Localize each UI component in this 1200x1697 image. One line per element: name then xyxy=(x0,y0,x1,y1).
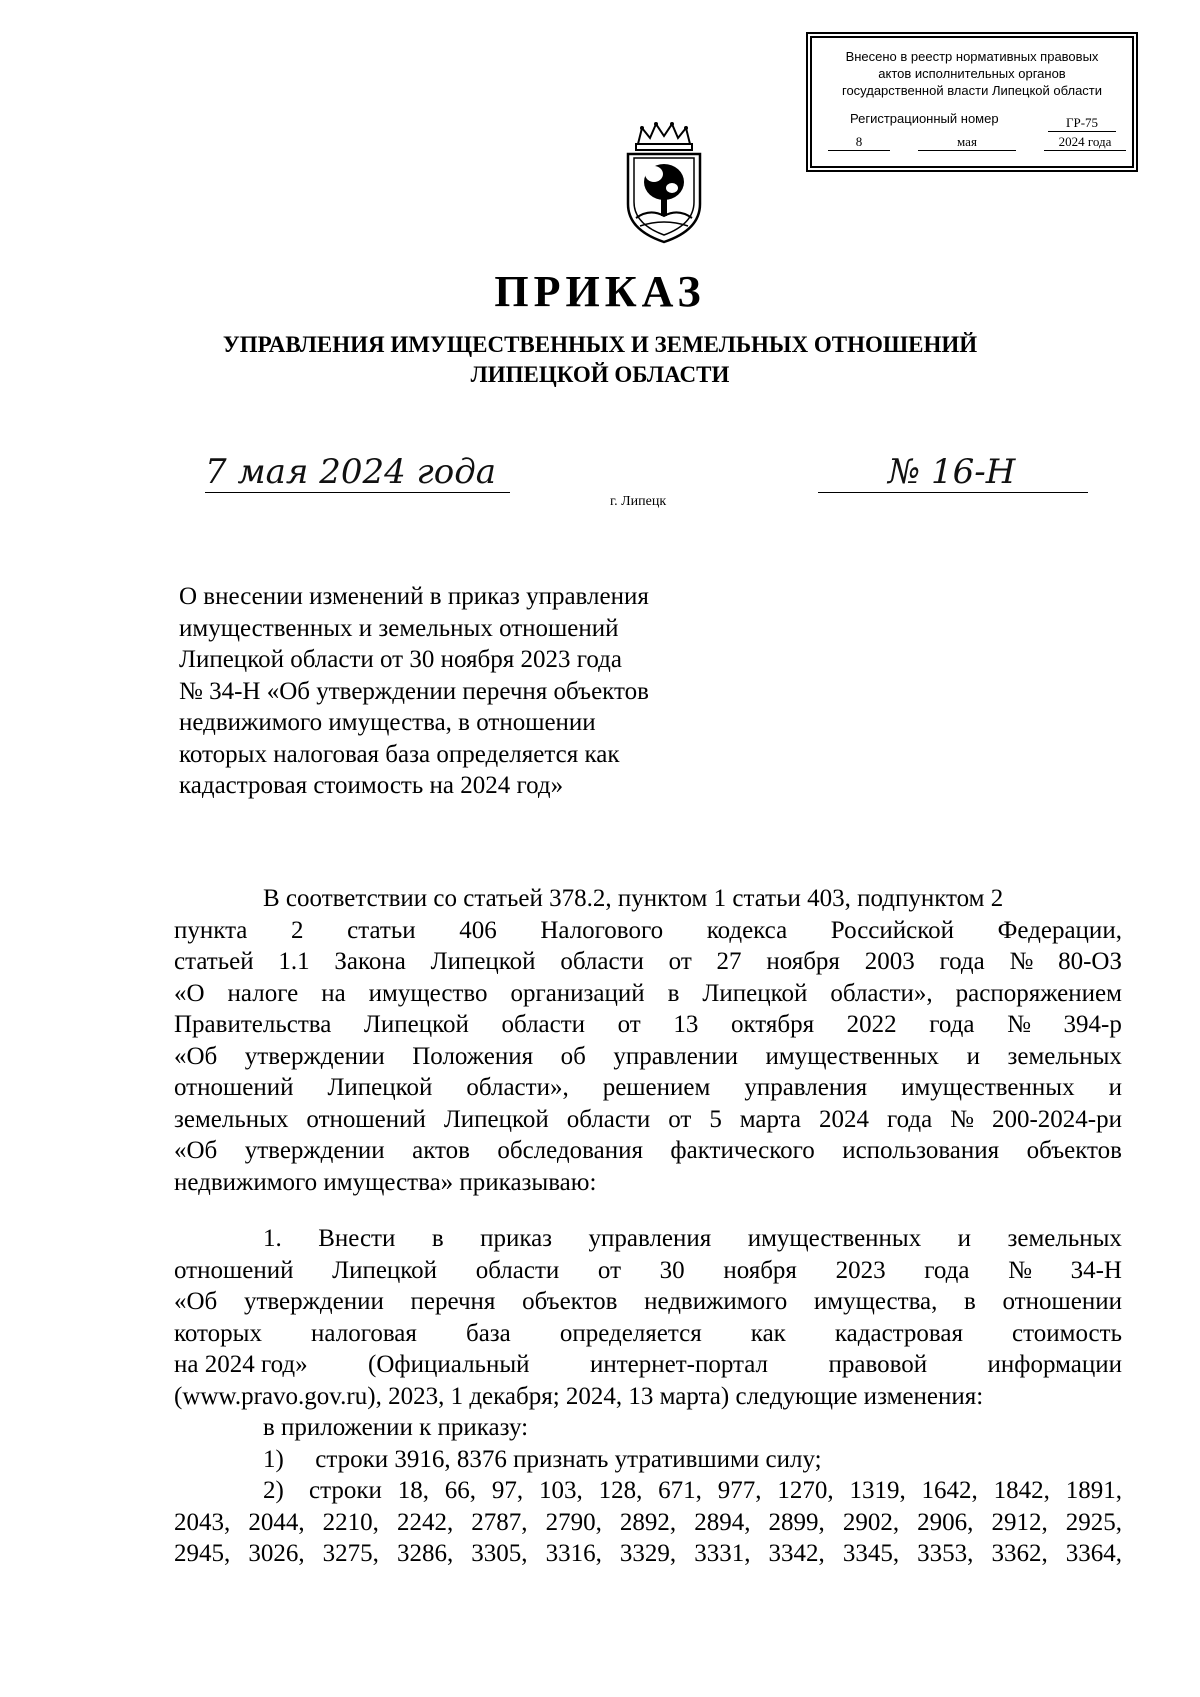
word: 3342, xyxy=(768,1540,825,1567)
word: земельных xyxy=(1007,1042,1122,1070)
word: 977, xyxy=(717,1477,762,1504)
word: 2790, xyxy=(545,1508,602,1536)
word: стоимость xyxy=(1012,1319,1122,1347)
preamble-line: В соответствии со статьей 378.2, пунктом 1 статьи 403, подпунктом 2 xyxy=(263,885,1004,912)
word: 1642, xyxy=(921,1477,978,1504)
word: 2003 xyxy=(864,948,915,975)
word: Внести xyxy=(318,1225,396,1252)
stamp-registration-row xyxy=(834,110,1124,130)
word: 97, xyxy=(491,1477,524,1504)
word: на xyxy=(321,979,346,1007)
word: от xyxy=(668,948,692,975)
handwritten-date-field xyxy=(205,452,510,493)
word: 3286, xyxy=(396,1540,454,1567)
word: отношений xyxy=(306,1105,426,1133)
word: 2242, xyxy=(396,1508,454,1536)
word: 3353, xyxy=(917,1540,974,1567)
word: Федерации, xyxy=(997,916,1122,944)
item-1-line xyxy=(174,1507,1122,1539)
heading-line: имущественных и земельных отношений xyxy=(179,614,619,642)
word: в xyxy=(964,1288,976,1315)
stamp-line-3: государственной власти Липецкой области xyxy=(841,83,1103,98)
word: 30 xyxy=(659,1256,685,1284)
word: статьей xyxy=(174,948,254,975)
word: 2210, xyxy=(322,1508,379,1536)
word: 3364, xyxy=(1065,1540,1122,1567)
word: пункта xyxy=(174,916,248,944)
word: 2892, xyxy=(619,1508,677,1536)
word: № xyxy=(1008,1256,1032,1284)
subitem-text: строки 3916, 8376 признать утратившими силу; xyxy=(315,1445,822,1473)
item-1-line xyxy=(174,1286,1122,1318)
preamble-line xyxy=(174,1072,1122,1104)
word: база xyxy=(465,1319,511,1347)
word: определяется xyxy=(559,1319,702,1347)
word: 1842, xyxy=(993,1477,1050,1504)
word: утверждении xyxy=(244,1042,385,1070)
heading-line: О внесении изменений в приказ управления xyxy=(179,583,649,610)
item-1-subitem-1 xyxy=(174,1444,1122,1476)
word: как xyxy=(750,1319,786,1347)
word: имущественных xyxy=(901,1074,1075,1101)
word: 3329, xyxy=(619,1540,677,1567)
word: 394-р xyxy=(1063,1011,1122,1038)
word: имущественных xyxy=(765,1042,940,1070)
word: 66, xyxy=(444,1477,477,1504)
stamp-registration-number: ГР-75 xyxy=(1048,114,1116,132)
word: Липецкой xyxy=(430,948,536,975)
word: № xyxy=(1007,1011,1031,1038)
word: и xyxy=(957,1225,972,1252)
word: Закона xyxy=(334,948,406,975)
document-subtitle xyxy=(0,330,1200,390)
item-1-sub-intro: в приложении к приказу: xyxy=(263,1414,529,1441)
preamble-line xyxy=(174,1041,1122,1073)
word: недвижимого xyxy=(644,1288,788,1315)
word: и xyxy=(1108,1074,1122,1101)
stamp-line-2: актов исполнительных органов xyxy=(878,66,1066,81)
word: от xyxy=(597,1256,622,1284)
preamble-line xyxy=(174,978,1122,1010)
word: кадастровая xyxy=(834,1319,963,1347)
word: об xyxy=(560,1042,586,1070)
city-label: г. Липецк xyxy=(610,494,667,509)
word: Липецкой xyxy=(363,1011,469,1038)
handwritten-number-field xyxy=(818,452,1088,493)
handwritten-number: № 16-Н xyxy=(888,452,1016,492)
word: 1.1 xyxy=(278,948,310,975)
subtitle-line-2: ЛИПЕЦКОЙ ОБЛАСТИ xyxy=(470,362,730,387)
word: 3345, xyxy=(842,1540,900,1567)
word: 200-2024-ри xyxy=(991,1105,1122,1133)
preamble-line: недвижимого имущества» приказываю: xyxy=(174,1168,597,1196)
word: от xyxy=(668,1105,692,1133)
word: «Об xyxy=(174,1137,218,1164)
word: марта xyxy=(739,1105,802,1133)
word: Липецкой xyxy=(702,979,808,1007)
word: Липецкой xyxy=(332,1256,438,1284)
word: земельных xyxy=(174,1105,289,1133)
word: 2024 xyxy=(818,1105,869,1133)
word: утверждении xyxy=(244,1137,385,1164)
subitem-number: 2) xyxy=(263,1477,284,1504)
word: Липецкой xyxy=(327,1074,433,1101)
word: утверждении xyxy=(243,1288,384,1315)
word: решением xyxy=(602,1074,711,1101)
word: строки xyxy=(309,1477,382,1504)
word: Налогового xyxy=(540,916,664,944)
document-title: ПРИКАЗ xyxy=(494,267,706,316)
word: Липецкой xyxy=(443,1105,549,1133)
word: кодекса xyxy=(706,916,788,944)
word: отношении xyxy=(1002,1288,1122,1315)
word: № xyxy=(950,1105,974,1133)
subitem-number: 1) xyxy=(263,1445,284,1473)
word: 5 xyxy=(709,1105,722,1133)
word: ноября xyxy=(723,1256,797,1284)
word: имущественных xyxy=(747,1225,922,1252)
word: 3331, xyxy=(694,1540,751,1567)
word: информации xyxy=(987,1351,1122,1378)
word: 2 xyxy=(291,916,304,944)
word: 128, xyxy=(598,1477,643,1504)
word: области xyxy=(501,1011,586,1038)
word: объектов xyxy=(522,1288,618,1315)
stamp-month: мая xyxy=(918,133,1016,151)
word: организаций xyxy=(510,979,645,1007)
stamp-registration-label: Регистрационный номер xyxy=(850,111,999,126)
word: отношений xyxy=(174,1256,294,1284)
word: октября xyxy=(730,1011,815,1038)
word: 3026, xyxy=(248,1540,305,1567)
word: фактического xyxy=(670,1137,815,1164)
stamp-date-row xyxy=(822,133,1128,155)
word: 34-Н xyxy=(1070,1256,1122,1284)
word: правовой xyxy=(828,1351,928,1378)
word: Правительства xyxy=(174,1011,332,1038)
word: 103, xyxy=(538,1477,583,1504)
word: 1270, xyxy=(777,1477,834,1504)
heading-line: которых налоговая база определяется как xyxy=(179,740,620,768)
heading-line: кадастровая стоимость на 2024 год» xyxy=(179,772,564,799)
word: 3316, xyxy=(545,1540,602,1567)
word: налоговая xyxy=(311,1319,417,1347)
word: «Об xyxy=(174,1042,218,1070)
order-heading xyxy=(179,581,739,802)
word: имущества, xyxy=(813,1288,938,1315)
word: № xyxy=(1009,948,1034,975)
word: 2912, xyxy=(991,1508,1048,1536)
item-1-line xyxy=(174,1255,1122,1287)
word: 3275, xyxy=(322,1540,379,1567)
word: 2787, xyxy=(471,1508,528,1536)
word: статьи xyxy=(347,916,416,944)
word: ноября xyxy=(766,948,840,975)
word: в xyxy=(431,1225,444,1252)
word: области xyxy=(566,1105,651,1133)
word: года xyxy=(939,948,985,975)
word: обследования xyxy=(497,1137,643,1164)
preamble-line xyxy=(174,946,1122,978)
word: от xyxy=(617,1011,641,1038)
word: 406 xyxy=(459,916,497,944)
stamp-year: 2024 года xyxy=(1044,133,1126,151)
word: 2023 xyxy=(835,1256,886,1284)
word: 2906, xyxy=(917,1508,974,1536)
word: актов xyxy=(412,1137,470,1164)
word: 80-ОЗ xyxy=(1058,948,1122,975)
word: 13 xyxy=(673,1011,699,1038)
word: управлении xyxy=(613,1042,739,1070)
word: области», xyxy=(466,1074,569,1101)
item-1-paragraph xyxy=(174,1223,1122,1570)
word: года xyxy=(924,1256,970,1284)
preamble-line xyxy=(174,1104,1122,1136)
word: 2043, xyxy=(174,1508,231,1536)
subtitle-line-1: УПРАВЛЕНИЯ ИМУЩЕСТВЕННЫХ И ЗЕМЕЛЬНЫХ ОТНОШЕНИЙ xyxy=(222,332,978,357)
heading-line: Липецкой области от 30 ноября 2023 года xyxy=(179,646,622,673)
word: 2925, xyxy=(1065,1508,1122,1536)
word: 3305, xyxy=(471,1540,528,1567)
word: области», xyxy=(830,979,933,1007)
word: распоряжением xyxy=(955,979,1122,1007)
word: 2945, xyxy=(174,1540,231,1567)
word: 2022 xyxy=(846,1011,897,1038)
registry-stamp xyxy=(810,36,1134,168)
word: области xyxy=(475,1256,560,1284)
word: перечня xyxy=(410,1288,496,1315)
preamble-line xyxy=(174,1009,1122,1041)
word: и xyxy=(966,1042,980,1070)
word: интернет-портал xyxy=(589,1351,769,1378)
item-1-line: (www.pravo.gov.ru), 2023, 1 декабря; 2024, 13 марта) следующие изменения: xyxy=(174,1382,984,1410)
handwritten-date: 7 мая 2024 года xyxy=(205,452,497,492)
heading-line: недвижимого имущества, в отношении xyxy=(179,709,596,736)
item-1-line xyxy=(174,1349,1122,1381)
item-1-subitem-2 xyxy=(174,1475,1122,1507)
preamble-line xyxy=(174,1135,1122,1167)
word: 2902, xyxy=(842,1508,900,1536)
word: года xyxy=(886,1105,933,1133)
word: 1. xyxy=(263,1225,282,1252)
word: 18, xyxy=(397,1477,429,1504)
word: объектов xyxy=(1026,1137,1122,1164)
lipetsk-coat-of-arms-icon xyxy=(616,122,712,246)
word: области xyxy=(560,948,644,975)
word: «Об xyxy=(174,1288,218,1315)
word: приказ xyxy=(480,1225,553,1252)
word: управления xyxy=(588,1225,712,1252)
word: земельных xyxy=(1007,1225,1122,1252)
word: использования xyxy=(842,1137,1000,1164)
item-1-line xyxy=(174,1538,1122,1570)
heading-line: № 34-Н «Об утверждении перечня объектов xyxy=(179,677,649,705)
word: налоге xyxy=(227,979,299,1007)
word: 3362, xyxy=(991,1540,1048,1567)
word: управления xyxy=(744,1074,868,1101)
word: которых xyxy=(174,1319,262,1347)
word: 2894, xyxy=(694,1508,751,1536)
word: 2044, xyxy=(248,1508,305,1536)
subitem-text xyxy=(309,1475,1122,1507)
word: на 2024 год» xyxy=(174,1351,308,1378)
word: отношений xyxy=(174,1074,294,1101)
word: года xyxy=(929,1011,975,1038)
word: 27 xyxy=(716,948,742,975)
item-1-line xyxy=(174,1318,1122,1350)
word: 1319, xyxy=(849,1477,906,1504)
preamble-paragraph xyxy=(174,883,1122,1198)
word: 2899, xyxy=(768,1508,825,1536)
stamp-day: 8 xyxy=(828,133,890,151)
document-body xyxy=(174,883,1122,1570)
word: 1891, xyxy=(1065,1477,1122,1504)
word: (Официальный xyxy=(368,1351,530,1378)
word: в xyxy=(667,979,680,1007)
word: Российской xyxy=(830,916,955,944)
word: 671, xyxy=(658,1477,702,1504)
word: «О xyxy=(174,979,205,1007)
stamp-line-1: Внесено в реестр нормативных правовых xyxy=(845,49,1099,64)
word: Положения xyxy=(412,1042,534,1070)
item-1-line xyxy=(174,1223,1122,1255)
word: имущество xyxy=(368,979,488,1007)
preamble-line xyxy=(174,915,1122,947)
